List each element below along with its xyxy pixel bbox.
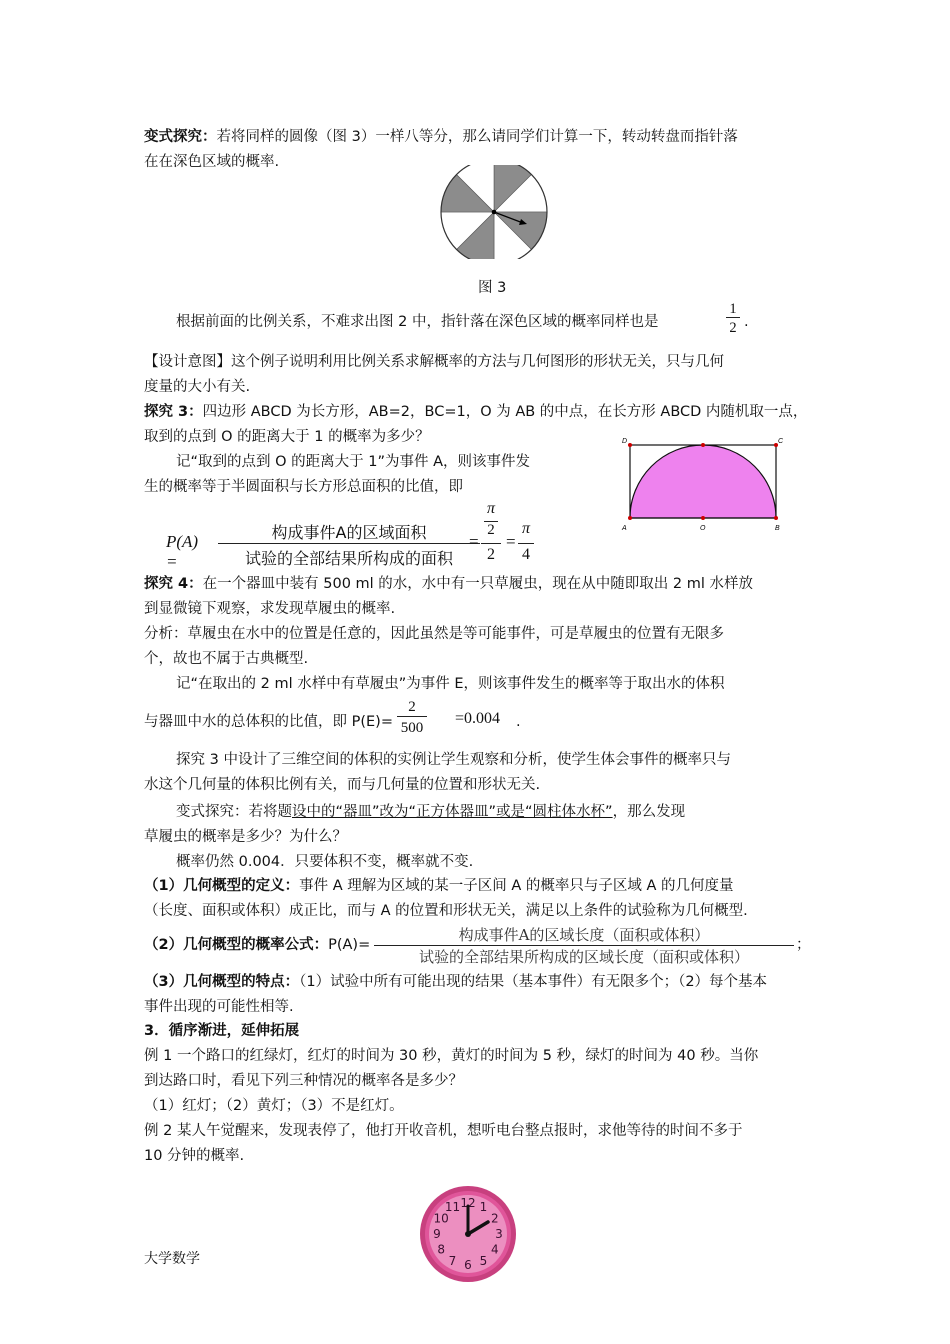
ex3-line2: 取到的点到 O 的距离大于 1 的概率为多少？ [144,429,430,445]
definition-line2: （长度、面积或体积）成正比，而与 A 的位置和形状无关，满足以上条件的试验称为几何概型. [144,903,748,919]
ex3-line3: 记“取到的点到 O 的距离大于 1”为事件 A，则该事件发 [176,454,531,470]
example2-line1: 例 2 某人午觉醒来，发现表停了，他打开收音机，想听电台整点报时，求他等待的时间不多于 [144,1123,743,1139]
ex3-line1: 探究 3：四边形 ABCD 为长方形，AB=2，BC=1，O 为 AB 的中点，在长方形 ABCD 内随机取一点， [144,404,808,420]
clock-image [418,1184,518,1284]
clock-number: 5 [479,1253,488,1268]
features-line1: （3）几何概型的特点：（1）试验中所有可能出现的结果（基本事件）有无限多个；（2）每个基本 [144,974,768,990]
variant2-line1: 变式探究：若将题设中的“器皿”改为“正方体器皿”或是“圆柱体水杯”，那么发现 [176,804,686,820]
pe-fraction: 2 500 [397,698,427,739]
example1-line1: 例 1 一个路口的红绿灯，红灯的时间为 30 秒，黄灯的时间为 5 秒，绿灯的时间为 40 秒。当你 [144,1048,759,1064]
clock-number: 8 [437,1242,445,1257]
comment-line1: 探究 3 中设计了三维空间的体积的实例让学生观察和分析，使学生体会事件的概率只与 [176,752,731,768]
ratio-fraction: 1 2 [726,301,740,338]
clock-number: 12 [460,1196,476,1210]
variant1-line2: 在在深色区域的概率. [144,154,280,170]
svg-text:A: A [622,525,627,532]
example1-line3: （1）红灯；（2）黄灯；（3）不是红灯。 [144,1098,404,1114]
svg-text:C: C [778,438,784,445]
spinner-figure [438,165,550,259]
variant2-line2: 草履虫的概率是多少？为什么？ [144,829,347,845]
ex4-event-line1: 记“在取出的 2 ml 水样中有草履虫”为事件 E，则该事件发生的概率等于取出水的体积 [176,676,725,692]
clock-number: 9 [433,1227,441,1241]
svg-text:B: B [775,525,780,532]
clock-number: 7 [448,1253,457,1268]
clock-number: 6 [464,1258,472,1272]
section3-heading: 3．循序渐进，延伸拓展 [144,1023,300,1039]
rectangle-semicircle-figure [618,434,788,534]
ex4-line1: 探究 4：在一个器皿中装有 500 ml 的水，水中有一只草履虫，现在从中随即取出 2 ml 水样放 [144,576,754,592]
footer-text: 大学数学 [144,1252,200,1267]
svg-text:D: D [622,438,628,445]
design-line1: 【设计意图】这个例子说明利用比例关系求解概率的方法与几何图形的形状无关，只与几何 [144,354,724,370]
clock-number: 10 [433,1211,449,1226]
clock-number: 11 [444,1200,461,1215]
clock-number: 1 [479,1200,488,1215]
ex4-line2: 到显微镜下观察，求发现草履虫的概率. [144,601,396,617]
formula2-line: （2）几何概型的概率公式：P(A)= [144,937,371,953]
clock-number: 4 [491,1242,499,1257]
example2-line2: 10 分钟的概率. [144,1148,245,1164]
variant1-line1: 变式探究：若将同样的圆像（图 3）一样八等分，那么请同学们计算一下，转动转盘而指针落 [144,129,738,145]
definition-line1: （1）几何概型的定义：事件 A 理解为区域的某一子区间 A 的概率只与子区域 A 的几何度量 [144,878,734,894]
ratio-line: 根据前面的比例关系，不难求出图 2 中，指针落在深色区域的概率同样也是 [176,314,659,330]
answer-line: 概率仍然 0.004．只要体积不变，概率就不变. [176,854,474,870]
ex3-line4: 生的概率等于半圆面积与长方形总面积的比值，即 [144,479,463,495]
pe-result: =0.004 [455,710,501,727]
clock-number: 3 [495,1227,503,1241]
formula2-numerator: 构成事件A的区域长度（面积或体积） [458,926,710,944]
example1-line2: 到达路口时，看见下列三种情况的概率各是多少？ [144,1073,463,1089]
analysis-line1: 分析：草履虫在水中的位置是任意的，因此虽然是等可能事件，可是草履虫的位置有无限多 [144,626,724,642]
design-line2: 度量的大小有关. [144,379,251,395]
analysis-line2: 个，故也不属于古典概型. [144,651,309,667]
features-line2: 事件出现的可能性相等. [144,999,294,1015]
clock-number: 2 [491,1211,499,1226]
formula2-denominator: 试验的全部结果所构成的区域长度（面积或体积） [418,948,749,966]
figure3-caption: 图 3 [478,280,507,296]
svg-text:O: O [700,525,706,532]
comment-line2: 水这个几何量的体积比例有关，而与几何量的位置和形状无关. [144,777,541,793]
ex4-event-line2: 与器皿中水的总体积的比值，即 P(E)= [144,714,393,730]
